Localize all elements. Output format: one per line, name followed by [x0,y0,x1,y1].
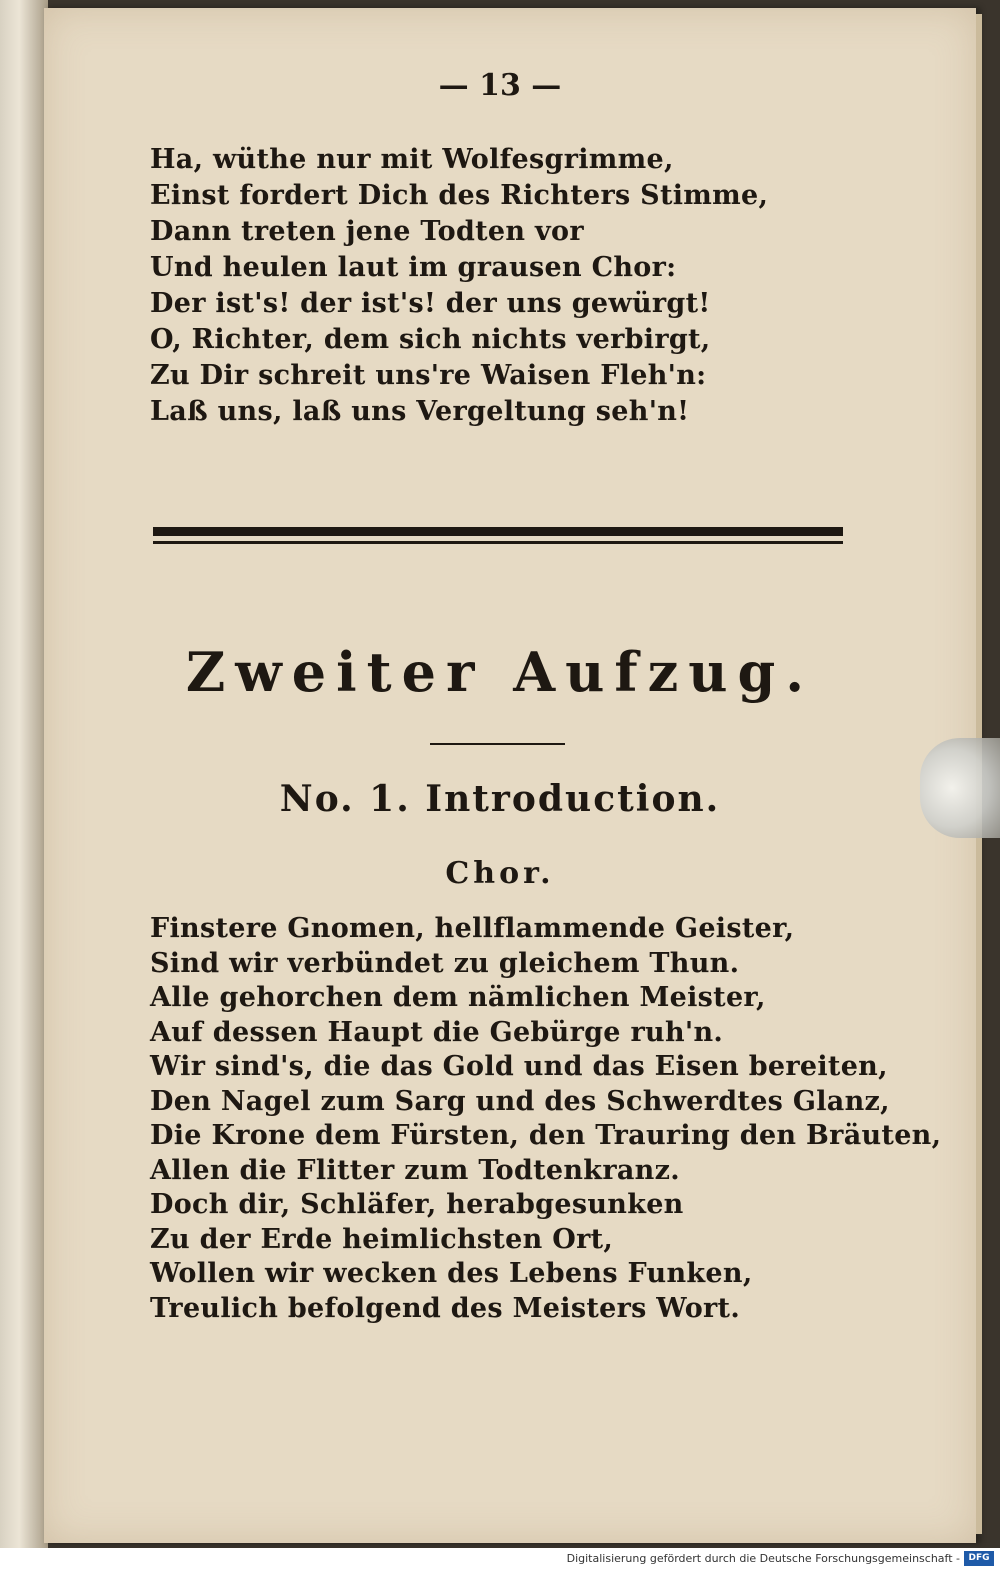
verse-line: Treulich befolgend des Meisters Wort. [150,1292,741,1324]
verse-line: Finstere Gnomen, hellflammende Geister, [150,913,795,944]
verse-line: Allen die Flitter zum Todtenkranz. [150,1154,680,1186]
verse-line: Den Nagel zum Sarg und des Schwerdtes Glanz, [150,1085,890,1117]
verse-block-2 [150,912,941,1326]
dfg-logo: DFG [964,1551,994,1566]
verse-line: Laß uns, laß uns Vergeltung seh'n! [150,396,690,427]
book-binding [0,0,48,1550]
verse-line: Der ist's! der ist's! der uns gewürgt! [150,288,711,319]
verse-block-1 [150,142,768,430]
verse-line: Zu der Erde heimlichsten Ort, [150,1223,614,1255]
verse-line: Zu Dir schreit uns're Waisen Fleh'n: [150,360,707,391]
verse-line: Wollen wir wecken des Lebens Funken, [150,1258,753,1289]
verse-line: Doch dir, Schläfer, herabgesunken [150,1189,684,1220]
verse-line: Die Krone dem Fürsten, den Trauring den Bräuten, [150,1120,942,1151]
verse-line: Und heulen laut im grausen Chor: [150,252,677,283]
verse-line: Alle gehorchen dem nämlichen Meister, [150,982,766,1013]
speaker-heading: Chor. [445,856,555,891]
footer-credit: Digitalisierung gefördert durch die Deutsche Forschungsgemeinschaft - [566,1552,960,1565]
section-divider-thick [153,527,843,536]
verse-line: Ha, wüthe nur mit Wolfesgrimme, [150,144,674,175]
verse-line: Auf dessen Haupt die Gebürge ruh'n. [150,1016,724,1048]
number-title: No. 1. Introduction. [279,778,721,820]
act-title: Zweiter Aufzug. [185,640,815,704]
verse-line: Sind wir verbündet zu gleichem Thun. [150,947,740,979]
title-rule [430,743,565,745]
page-number: — 13 — [438,68,562,103]
section-divider-thin [153,541,843,544]
verse-line: Dann treten jene Todten vor [150,216,584,247]
verse-line: Wir sind's, die das Gold und das Eisen bereiten, [150,1051,888,1082]
verse-line: Einst fordert Dich des Richters Stimme, [150,180,769,211]
verse-line: O, Richter, dem sich nichts verbirgt, [150,324,711,355]
